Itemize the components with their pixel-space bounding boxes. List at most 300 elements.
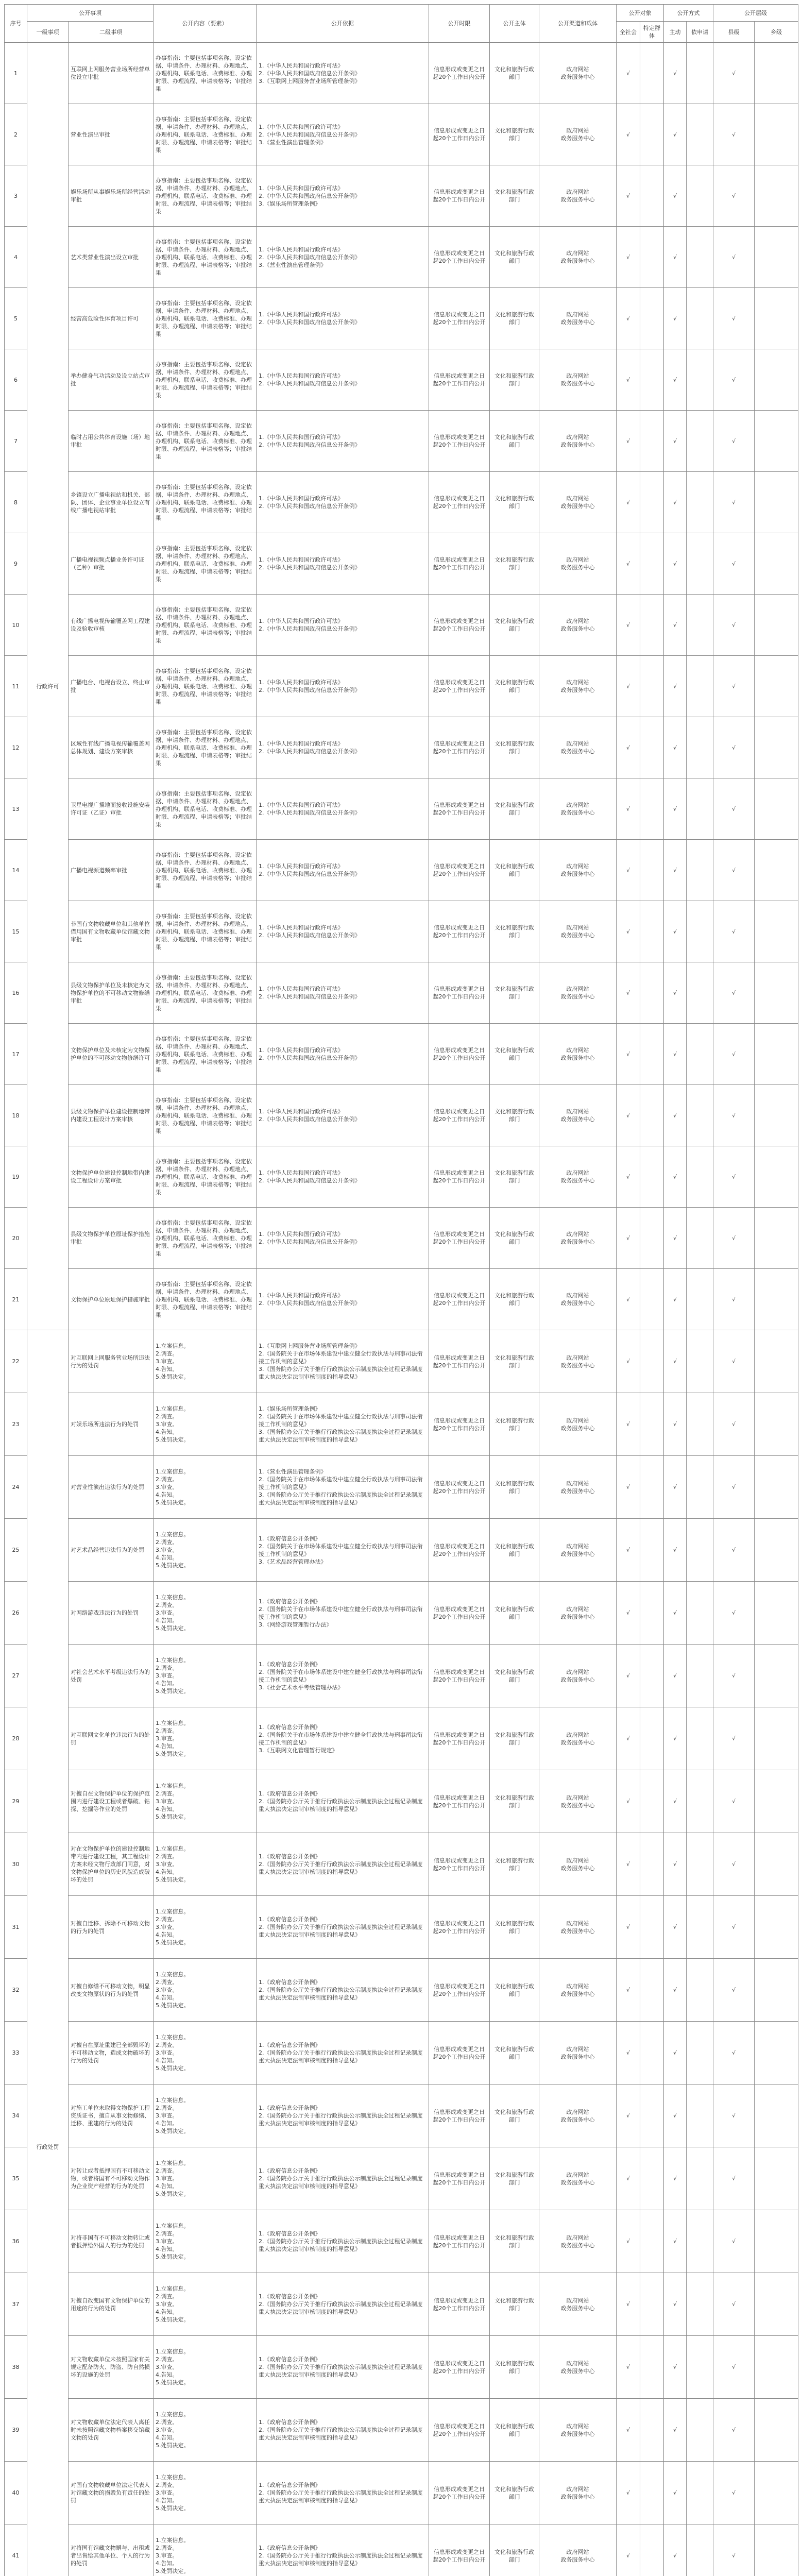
- disclosure-document: [4, 4, 798, 2576]
- disclosure-time: 信息形成或变更之日起20个工作日内公开: [429, 595, 490, 656]
- method-active-tick: √: [664, 2210, 687, 2273]
- disclosure-content: 办事指南：主要包括事项名称、设定依据、申请条件、办理材料、办理地点、办理机构、联系电话、收费标准、办理时限、办理流程、申请表格等；审批结果: [153, 165, 257, 227]
- disclosure-subject: 文化和旅游行政部门: [490, 288, 539, 349]
- level-town-blank: [755, 472, 798, 533]
- disclosure-time: 信息形成或变更之日起20个工作日内公开: [429, 1269, 490, 1330]
- level-town-blank: [755, 1770, 798, 1833]
- level-county-tick: √: [713, 1582, 755, 1645]
- table-row: [5, 1582, 798, 1645]
- row-number: 19: [5, 1146, 27, 1208]
- table-row: [5, 1833, 798, 1896]
- method-apply-blank: [687, 1959, 713, 2022]
- matter-name: 互联网上网服务营业场所经营单位设立审批: [69, 43, 153, 104]
- row-number: 20: [5, 1208, 27, 1269]
- method-active-tick: √: [664, 165, 687, 227]
- disclosure-time: 信息形成或变更之日起20个工作日内公开: [429, 1707, 490, 1770]
- row-number: 38: [5, 2336, 27, 2399]
- disclosure-content: 办事指南：主要包括事项名称、设定依据、申请条件、办理材料、办理地点、办理机构、联系电话、收费标准、办理时限、办理流程、申请表格等；审批结果: [153, 1146, 257, 1208]
- matter-name: 对擅自修缮不可移动文物，明显改变文物原状的行为的处罚: [69, 1959, 153, 2022]
- disclosure-time: 信息形成或变更之日起20个工作日内公开: [429, 1519, 490, 1582]
- level-town-blank: [755, 2462, 798, 2524]
- disclosure-channel: 政府网站 政务服务中心: [539, 1146, 617, 1208]
- method-apply-blank: [687, 1707, 713, 1770]
- disclosure-content: 办事指南：主要包括事项名称、设定依据、申请条件、办理材料、办理地点、办理机构、联系电话、收费标准、办理时限、办理流程、申请表格等；审批结果: [153, 1085, 257, 1146]
- level-county-tick: √: [713, 43, 755, 104]
- method-apply-blank: [687, 1393, 713, 1456]
- table-row: [5, 2273, 798, 2336]
- table-row: [5, 349, 798, 411]
- row-number: 9: [5, 533, 27, 595]
- level-town-blank: [755, 1707, 798, 1770]
- table-header: [5, 5, 798, 43]
- row-number: 24: [5, 1456, 27, 1519]
- method-apply-blank: [687, 1146, 713, 1208]
- disclosure-channel: 政府网站 政务服务中心: [539, 1833, 617, 1896]
- row-number: 10: [5, 595, 27, 656]
- table-row: [5, 472, 798, 533]
- disclosure-content: 1.立案信息。 2.调查。 3.审查。 4.告知。 5.处罚决定。: [153, 2147, 257, 2210]
- method-active-tick: √: [664, 1959, 687, 2022]
- table-row: [5, 1146, 798, 1208]
- row-number: 26: [5, 1582, 27, 1645]
- target-all-tick: √: [617, 349, 640, 411]
- level-town-blank: [755, 1959, 798, 2022]
- disclosure-content: 办事指南：主要包括事项名称、设定依据、申请条件、办理材料、办理地点、办理机构、联系电话、收费标准、办理时限、办理流程、申请表格等；审批结果: [153, 411, 257, 472]
- matter-name: 艺术类营业性演出设立审批: [69, 227, 153, 288]
- target-all-tick: √: [617, 43, 640, 104]
- table-row: [5, 2399, 798, 2462]
- row-number: 32: [5, 1959, 27, 2022]
- disclosure-content: 办事指南：主要包括事项名称、设定依据、申请条件、办理材料、办理地点、办理机构、联系电话、收费标准、办理时限、办理流程、申请表格等；审批结果: [153, 43, 257, 104]
- row-number: 3: [5, 165, 27, 227]
- table-row: [5, 962, 798, 1024]
- disclosure-table: [4, 4, 798, 2576]
- matter-name: 营业性演出审批: [69, 104, 153, 165]
- disclosure-time: 信息形成或变更之日起20个工作日内公开: [429, 1146, 490, 1208]
- level-county-tick: √: [713, 1896, 755, 1959]
- method-apply-blank: [687, 840, 713, 901]
- target-special-blank: [640, 1833, 664, 1896]
- disclosure-content: 1.立案信息。 2.调查。 3.审查。 4.告知。 5.处罚决定。: [153, 1456, 257, 1519]
- disclosure-channel: 政府网站 政务服务中心: [539, 595, 617, 656]
- disclosure-channel: 政府网站 政务服务中心: [539, 104, 617, 165]
- target-special-blank: [640, 1085, 664, 1146]
- disclosure-basis: 1.《中华人民共和国行政许可法》 2.《中华人民共和国政府信息公开条例》 3.《互联网上网服务营业场所管理条例》: [257, 43, 429, 104]
- table-row: [5, 1085, 798, 1146]
- method-active-tick: √: [664, 1330, 687, 1393]
- row-number: 1: [5, 43, 27, 104]
- target-special-blank: [640, 1269, 664, 1330]
- disclosure-content: 1.立案信息。 2.调查。 3.审查。 4.告知。 5.处罚决定。: [153, 2524, 257, 2576]
- target-all-tick: √: [617, 2524, 640, 2576]
- row-number: 16: [5, 962, 27, 1024]
- method-active-tick: √: [664, 2273, 687, 2336]
- header-level-town: 乡级: [755, 22, 798, 43]
- disclosure-channel: 政府网站 政务服务中心: [539, 2273, 617, 2336]
- level-town-blank: [755, 1582, 798, 1645]
- disclosure-subject: 文化和旅游行政部门: [490, 1085, 539, 1146]
- method-apply-blank: [687, 472, 713, 533]
- level-town-blank: [755, 2336, 798, 2399]
- method-active-tick: √: [664, 1456, 687, 1519]
- disclosure-channel: 政府网站 政务服务中心: [539, 2336, 617, 2399]
- level-town-blank: [755, 2210, 798, 2273]
- table-row: [5, 2022, 798, 2084]
- level-county-tick: √: [713, 1330, 755, 1393]
- table-row: [5, 2147, 798, 2210]
- table-row: [5, 43, 798, 104]
- matter-name: 乡镇设立广播电视站和机关、部队、团体、企业事业单位设立有线广播电视站审批: [69, 472, 153, 533]
- row-number: 36: [5, 2210, 27, 2273]
- method-active-tick: √: [664, 1208, 687, 1269]
- target-all-tick: √: [617, 1269, 640, 1330]
- method-active-tick: √: [664, 227, 687, 288]
- header-matter-group: 公开事项: [27, 5, 153, 22]
- disclosure-channel: 政府网站 政务服务中心: [539, 1959, 617, 2022]
- level-county-tick: √: [713, 962, 755, 1024]
- disclosure-channel: 政府网站 政务服务中心: [539, 2147, 617, 2210]
- level-county-tick: √: [713, 2399, 755, 2462]
- disclosure-channel: 政府网站 政务服务中心: [539, 533, 617, 595]
- target-special-blank: [640, 1330, 664, 1393]
- method-active-tick: √: [664, 2524, 687, 2576]
- method-active-tick: √: [664, 595, 687, 656]
- target-all-tick: √: [617, 1208, 640, 1269]
- disclosure-channel: 政府网站 政务服务中心: [539, 43, 617, 104]
- target-all-tick: √: [617, 2147, 640, 2210]
- disclosure-basis: 1.《中华人民共和国行政许可法》 2.《中华人民共和国政府信息公开条例》: [257, 349, 429, 411]
- target-special-blank: [640, 288, 664, 349]
- matter-name: 对擅自在原址重建已全部毁坏的不可移动文物，造成文物破坏的行为的处罚: [69, 2022, 153, 2084]
- level-county-tick: √: [713, 2022, 755, 2084]
- disclosure-subject: 文化和旅游行政部门: [490, 2084, 539, 2147]
- method-apply-blank: [687, 2524, 713, 2576]
- disclosure-channel: 政府网站 政务服务中心: [539, 1896, 617, 1959]
- disclosure-channel: 政府网站 政务服务中心: [539, 2462, 617, 2524]
- row-number: 17: [5, 1024, 27, 1085]
- row-number: 33: [5, 2022, 27, 2084]
- method-apply-blank: [687, 165, 713, 227]
- disclosure-subject: 文化和旅游行政部门: [490, 472, 539, 533]
- level-town-blank: [755, 43, 798, 104]
- method-apply-blank: [687, 962, 713, 1024]
- method-apply-blank: [687, 2462, 713, 2524]
- disclosure-basis: 1.《政府信息公开条例》 2.《国务院办公厅关于推行行政执法公示制度执法全过程记录制度重大执法决定法制审核制度的指导意见》: [257, 1770, 429, 1833]
- row-number: 22: [5, 1330, 27, 1393]
- disclosure-time: 信息形成或变更之日起20个工作日内公开: [429, 2022, 490, 2084]
- disclosure-basis: 1.《中华人民共和国行政许可法》 2.《中华人民共和国政府信息公开条例》 3.《营业性演出管理条例》: [257, 104, 429, 165]
- target-special-blank: [640, 533, 664, 595]
- method-apply-blank: [687, 1582, 713, 1645]
- disclosure-basis: 1.《互联网上网服务营业场所管理条例》 2.《国务院关于在市场体系建设中建立健全行政执法与刑事司法衔接工作机制的意见》 3.《国务院办公厅关于推行行政执法公示制度执法全过程记录制度重大执法决定法制审核制度的指导意见》: [257, 1330, 429, 1393]
- target-all-tick: √: [617, 2210, 640, 2273]
- target-special-blank: [640, 2273, 664, 2336]
- disclosure-content: 办事指南：主要包括事项名称、设定依据、申请条件、办理材料、办理地点、办理机构、联系电话、收费标准、办理时限、办理流程、申请表格等；审批结果: [153, 840, 257, 901]
- disclosure-basis: 1.《政府信息公开条例》 2.《国务院办公厅关于推行行政执法公示制度执法全过程记录制度重大执法决定法制审核制度的指导意见》: [257, 2273, 429, 2336]
- method-active-tick: √: [664, 349, 687, 411]
- table-row: [5, 1393, 798, 1456]
- disclosure-basis: 1.《政府信息公开条例》 2.《国务院办公厅关于推行行政执法公示制度执法全过程记录制度重大执法决定法制审核制度的指导意见》: [257, 2210, 429, 2273]
- target-special-blank: [640, 1896, 664, 1959]
- disclosure-basis: 1.《中华人民共和国行政许可法》 2.《中华人民共和国政府信息公开条例》: [257, 411, 429, 472]
- disclosure-content: 1.立案信息。 2.调查。 3.审查。 4.告知。 5.处罚决定。: [153, 2210, 257, 2273]
- target-special-blank: [640, 227, 664, 288]
- disclosure-basis: 1.《政府信息公开条例》 2.《国务院办公厅关于推行行政执法公示制度执法全过程记录制度重大执法决定法制审核制度的指导意见》: [257, 2336, 429, 2399]
- disclosure-time: 信息形成或变更之日起20个工作日内公开: [429, 717, 490, 778]
- disclosure-subject: 文化和旅游行政部门: [490, 43, 539, 104]
- method-apply-blank: [687, 1208, 713, 1269]
- target-special-blank: [640, 2399, 664, 2462]
- target-all-tick: √: [617, 533, 640, 595]
- level-county-tick: √: [713, 2336, 755, 2399]
- disclosure-basis: 1.《中华人民共和国行政许可法》 2.《中华人民共和国政府信息公开条例》: [257, 595, 429, 656]
- table-row: [5, 595, 798, 656]
- disclosure-channel: 政府网站 政务服务中心: [539, 901, 617, 962]
- disclosure-content: 办事指南：主要包括事项名称、设定依据、申请条件、办理材料、办理地点、办理机构、联系电话、收费标准、办理时限、办理流程、申请表格等；审批结果: [153, 349, 257, 411]
- disclosure-basis: 1.《政府信息公开条例》 2.《国务院办公厅关于推行行政执法公示制度执法全过程记录制度重大执法决定法制审核制度的指导意见》: [257, 2399, 429, 2462]
- table-row: [5, 1519, 798, 1582]
- disclosure-content: 1.立案信息。 2.调查。 3.审查。 4.告知。 5.处罚决定。: [153, 1582, 257, 1645]
- header-subject: 公开主体: [490, 5, 539, 43]
- disclosure-time: 信息形成或变更之日起20个工作日内公开: [429, 962, 490, 1024]
- level-town-blank: [755, 2399, 798, 2462]
- disclosure-time: 信息形成或变更之日起20个工作日内公开: [429, 2147, 490, 2210]
- method-active-tick: √: [664, 840, 687, 901]
- matter-name: 县级文物保护单位及未核定为文物保护单位的不可移动文物修缮审批: [69, 962, 153, 1024]
- method-active-tick: √: [664, 1707, 687, 1770]
- disclosure-content: 办事指南：主要包括事项名称、设定依据、申请条件、办理材料、办理地点、办理机构、联系电话、收费标准、办理时限、办理流程、申请表格等；审批结果: [153, 533, 257, 595]
- disclosure-basis: 1.《中华人民共和国行政许可法》 2.《中华人民共和国政府信息公开条例》 3.《营业性演出管理条例》: [257, 227, 429, 288]
- target-special-blank: [640, 472, 664, 533]
- disclosure-content: 办事指南：主要包括事项名称、设定依据、申请条件、办理材料、办理地点、办理机构、联系电话、收费标准、办理时限、办理流程、申请表格等；审批结果: [153, 1024, 257, 1085]
- method-apply-blank: [687, 778, 713, 840]
- header-level-group: 公开层级: [713, 5, 798, 22]
- table-row: [5, 2524, 798, 2576]
- row-number: 15: [5, 901, 27, 962]
- disclosure-basis: 1.《中华人民共和国行政许可法》 2.《中华人民共和国政府信息公开条例》: [257, 288, 429, 349]
- disclosure-basis: 1.《中华人民共和国行政许可法》 2.《中华人民共和国政府信息公开条例》: [257, 472, 429, 533]
- disclosure-content: 办事指南：主要包括事项名称、设定依据、申请条件、办理材料、办理地点、办理机构、联系电话、收费标准、办理时限、办理流程、申请表格等；审批结果: [153, 288, 257, 349]
- table-row: [5, 411, 798, 472]
- target-special-blank: [640, 43, 664, 104]
- method-apply-blank: [687, 2084, 713, 2147]
- row-number: 39: [5, 2399, 27, 2462]
- disclosure-time: 信息形成或变更之日起20个工作日内公开: [429, 1330, 490, 1393]
- level-town-blank: [755, 349, 798, 411]
- method-active-tick: √: [664, 656, 687, 717]
- level-county-tick: √: [713, 227, 755, 288]
- target-all-tick: √: [617, 1330, 640, 1393]
- matter-name: 对国有文物收藏单位法定代表人对馆藏文物的损毁负有责任的处罚: [69, 2462, 153, 2524]
- target-all-tick: √: [617, 411, 640, 472]
- level-county-tick: √: [713, 1770, 755, 1833]
- row-number: 6: [5, 349, 27, 411]
- disclosure-subject: 文化和旅游行政部门: [490, 104, 539, 165]
- disclosure-channel: 政府网站 政务服务中心: [539, 1393, 617, 1456]
- target-special-blank: [640, 1645, 664, 1707]
- disclosure-subject: 文化和旅游行政部门: [490, 2524, 539, 2576]
- disclosure-subject: 文化和旅游行政部门: [490, 2462, 539, 2524]
- target-all-tick: √: [617, 1645, 640, 1707]
- disclosure-channel: 政府网站 政务服务中心: [539, 472, 617, 533]
- row-number: 7: [5, 411, 27, 472]
- level-county-tick: √: [713, 1959, 755, 2022]
- level-town-blank: [755, 411, 798, 472]
- disclosure-content: 办事指南：主要包括事项名称、设定依据、申请条件、办理材料、办理地点、办理机构、联系电话、收费标准、办理时限、办理流程、申请表格等；审批结果: [153, 656, 257, 717]
- method-active-tick: √: [664, 2022, 687, 2084]
- table-row: [5, 2462, 798, 2524]
- level-town-blank: [755, 533, 798, 595]
- level-county-tick: √: [713, 1146, 755, 1208]
- matter-name: 对转让或者抵押国有不可移动文物，或者将国有不可移动文物作为企业资产经营的行为的处罚: [69, 2147, 153, 2210]
- target-all-tick: √: [617, 901, 640, 962]
- disclosure-content: 办事指南：主要包括事项名称、设定依据、申请条件、办理材料、办理地点、办理机构、联系电话、收费标准、办理时限、办理流程、申请表格等；审批结果: [153, 717, 257, 778]
- disclosure-subject: 文化和旅游行政部门: [490, 2399, 539, 2462]
- method-active-tick: √: [664, 1770, 687, 1833]
- matter-name: 文物保护单位及未核定为文物保护单位的不可移动文物修缮许可: [69, 1024, 153, 1085]
- disclosure-time: 信息形成或变更之日起20个工作日内公开: [429, 1833, 490, 1896]
- method-active-tick: √: [664, 104, 687, 165]
- disclosure-time: 信息形成或变更之日起20个工作日内公开: [429, 1208, 490, 1269]
- matter-name: 非国有文物收藏单位和其他单位借用国有文物收藏单位馆藏文物审批: [69, 901, 153, 962]
- method-apply-blank: [687, 1896, 713, 1959]
- table-row: [5, 104, 798, 165]
- target-all-tick: √: [617, 1833, 640, 1896]
- disclosure-channel: 政府网站 政务服务中心: [539, 288, 617, 349]
- header-method-group: 公开方式: [664, 5, 713, 22]
- method-apply-blank: [687, 1833, 713, 1896]
- disclosure-channel: 政府网站 政务服务中心: [539, 1085, 617, 1146]
- disclosure-basis: 1.《中华人民共和国行政许可法》 2.《中华人民共和国政府信息公开条例》: [257, 1269, 429, 1330]
- level-county-tick: √: [713, 2084, 755, 2147]
- disclosure-subject: 文化和旅游行政部门: [490, 656, 539, 717]
- level-county-tick: √: [713, 533, 755, 595]
- disclosure-content: 1.立案信息。 2.调查。 3.审查。 4.告知。 5.处罚决定。: [153, 1770, 257, 1833]
- header-level1: 一级事项: [27, 22, 69, 43]
- level-town-blank: [755, 717, 798, 778]
- table-row: [5, 2336, 798, 2399]
- disclosure-time: 信息形成或变更之日起20个工作日内公开: [429, 533, 490, 595]
- disclosure-channel: 政府网站 政务服务中心: [539, 2210, 617, 2273]
- table-row: [5, 1456, 798, 1519]
- method-active-tick: √: [664, 1393, 687, 1456]
- disclosure-subject: 文化和旅游行政部门: [490, 1959, 539, 2022]
- matter-name: 对社会艺术水平考级违法行为的处罚: [69, 1645, 153, 1707]
- disclosure-channel: 政府网站 政务服务中心: [539, 1024, 617, 1085]
- disclosure-time: 信息形成或变更之日起20个工作日内公开: [429, 165, 490, 227]
- level-county-tick: √: [713, 104, 755, 165]
- method-active-tick: √: [664, 472, 687, 533]
- disclosure-content: 办事指南：主要包括事项名称、设定依据、申请条件、办理材料、办理地点、办理机构、联系电话、收费标准、办理时限、办理流程、申请表格等；审批结果: [153, 1208, 257, 1269]
- disclosure-time: 信息形成或变更之日起20个工作日内公开: [429, 2462, 490, 2524]
- method-apply-blank: [687, 2273, 713, 2336]
- disclosure-basis: 1.《中华人民共和国行政许可法》 2.《中华人民共和国政府信息公开条例》: [257, 962, 429, 1024]
- level-town-blank: [755, 1833, 798, 1896]
- target-all-tick: √: [617, 840, 640, 901]
- disclosure-subject: 文化和旅游行政部门: [490, 1519, 539, 1582]
- matter-name: 临时占用公共体育设施（场）地审批: [69, 411, 153, 472]
- row-number: 31: [5, 1896, 27, 1959]
- level-town-blank: [755, 1519, 798, 1582]
- disclosure-basis: 1.《中华人民共和国行政许可法》 2.《中华人民共和国政府信息公开条例》: [257, 840, 429, 901]
- table-row: [5, 1959, 798, 2022]
- disclosure-time: 信息形成或变更之日起20个工作日内公开: [429, 227, 490, 288]
- method-apply-blank: [687, 288, 713, 349]
- matter-name: 对将非国有不可移动文物转让或者抵押给外国人的行为的处罚: [69, 2210, 153, 2273]
- target-all-tick: √: [617, 778, 640, 840]
- disclosure-basis: 1.《政府信息公开条例》 2.《国务院办公厅关于推行行政执法公示制度执法全过程记录制度重大执法决定法制审核制度的指导意见》: [257, 2084, 429, 2147]
- target-special-blank: [640, 1959, 664, 2022]
- level-county-tick: √: [713, 901, 755, 962]
- target-all-tick: √: [617, 2084, 640, 2147]
- disclosure-basis: 1.《政府信息公开条例》 2.《国务院办公厅关于推行行政执法公示制度执法全过程记录制度重大执法决定法制审核制度的指导意见》: [257, 1896, 429, 1959]
- disclosure-time: 信息形成或变更之日起20个工作日内公开: [429, 2399, 490, 2462]
- disclosure-subject: 文化和旅游行政部门: [490, 1456, 539, 1519]
- method-active-tick: √: [664, 1519, 687, 1582]
- disclosure-channel: 政府网站 政务服务中心: [539, 2399, 617, 2462]
- method-active-tick: √: [664, 901, 687, 962]
- disclosure-time: 信息形成或变更之日起20个工作日内公开: [429, 1770, 490, 1833]
- level-county-tick: √: [713, 1269, 755, 1330]
- disclosure-channel: 政府网站 政务服务中心: [539, 656, 617, 717]
- method-apply-blank: [687, 1024, 713, 1085]
- disclosure-content: 1.立案信息。 2.调查。 3.审查。 4.告知。 5.处罚决定。: [153, 2336, 257, 2399]
- target-all-tick: √: [617, 1456, 640, 1519]
- method-apply-blank: [687, 1770, 713, 1833]
- method-apply-blank: [687, 1330, 713, 1393]
- disclosure-content: 办事指南：主要包括事项名称、设定依据、申请条件、办理材料、办理地点、办理机构、联系电话、收费标准、办理时限、办理流程、申请表格等；审批结果: [153, 962, 257, 1024]
- level-town-blank: [755, 1208, 798, 1269]
- method-active-tick: √: [664, 717, 687, 778]
- table-row: [5, 227, 798, 288]
- disclosure-subject: 文化和旅游行政部门: [490, 1393, 539, 1456]
- disclosure-content: 1.立案信息。 2.调查。 3.审查。 4.告知。 5.处罚决定。: [153, 1707, 257, 1770]
- disclosure-time: 信息形成或变更之日起20个工作日内公开: [429, 104, 490, 165]
- table-row: [5, 717, 798, 778]
- matter-name: 对施工单位未取得文物保护工程资质证书，擅自从事文物修缮、迁移、重建的行为的处罚: [69, 2084, 153, 2147]
- table-row: [5, 1896, 798, 1959]
- disclosure-content: 办事指南：主要包括事项名称、设定依据、申请条件、办理材料、办理地点、办理机构、联系电话、收费标准、办理时限、办理流程、申请表格等；审批结果: [153, 227, 257, 288]
- disclosure-content: 1.立案信息。 2.调查。 3.审查。 4.告知。 5.处罚决定。: [153, 1959, 257, 2022]
- table-row: [5, 656, 798, 717]
- level-town-blank: [755, 165, 798, 227]
- level-town-blank: [755, 1146, 798, 1208]
- disclosure-basis: 1.《娱乐场所管理条例》 2.《国务院关于在市场体系建设中建立健全行政执法与刑事司法衔接工作机制的意见》 3.《国务院办公厅关于推行行政执法公示制度执法全过程记录制度重大执法决定法制审核制度的指导意见》: [257, 1393, 429, 1456]
- disclosure-channel: 政府网站 政务服务中心: [539, 962, 617, 1024]
- disclosure-time: 信息形成或变更之日起20个工作日内公开: [429, 1085, 490, 1146]
- disclosure-subject: 文化和旅游行政部门: [490, 962, 539, 1024]
- matter-name: 举办健身气功活动及设立站点审批: [69, 349, 153, 411]
- disclosure-channel: 政府网站 政务服务中心: [539, 165, 617, 227]
- method-active-tick: √: [664, 1024, 687, 1085]
- disclosure-basis: 1.《营业性演出管理条例》 2.《国务院关于在市场体系建设中建立健全行政执法与刑事司法衔接工作机制的意见》 3.《国务院办公厅关于推行行政执法公示制度执法全过程记录制度重大执法决定法制审核制度的指导意见》: [257, 1456, 429, 1519]
- header-channel: 公开渠道和载体: [539, 5, 617, 43]
- table-row: [5, 1707, 798, 1770]
- matter-name: 对擅自改变国有文物保护单位的用途的行为的处罚: [69, 2273, 153, 2336]
- row-number: 23: [5, 1393, 27, 1456]
- row-number: 41: [5, 2524, 27, 2576]
- method-apply-blank: [687, 1456, 713, 1519]
- disclosure-basis: 1.《中华人民共和国行政许可法》 2.《中华人民共和国政府信息公开条例》: [257, 901, 429, 962]
- disclosure-subject: 文化和旅游行政部门: [490, 1707, 539, 1770]
- matter-name: 卫星电视广播地面接收设施安装许可证（乙证）审批: [69, 778, 153, 840]
- method-active-tick: √: [664, 1645, 687, 1707]
- disclosure-basis: 1.《政府信息公开条例》 2.《国务院关于在市场体系建设中建立健全行政执法与刑事司法衔接工作机制的意见》 3.《网络游戏管理暂行办法》: [257, 1582, 429, 1645]
- disclosure-subject: 文化和旅游行政部门: [490, 717, 539, 778]
- row-number: 2: [5, 104, 27, 165]
- level-town-blank: [755, 1024, 798, 1085]
- method-active-tick: √: [664, 2336, 687, 2399]
